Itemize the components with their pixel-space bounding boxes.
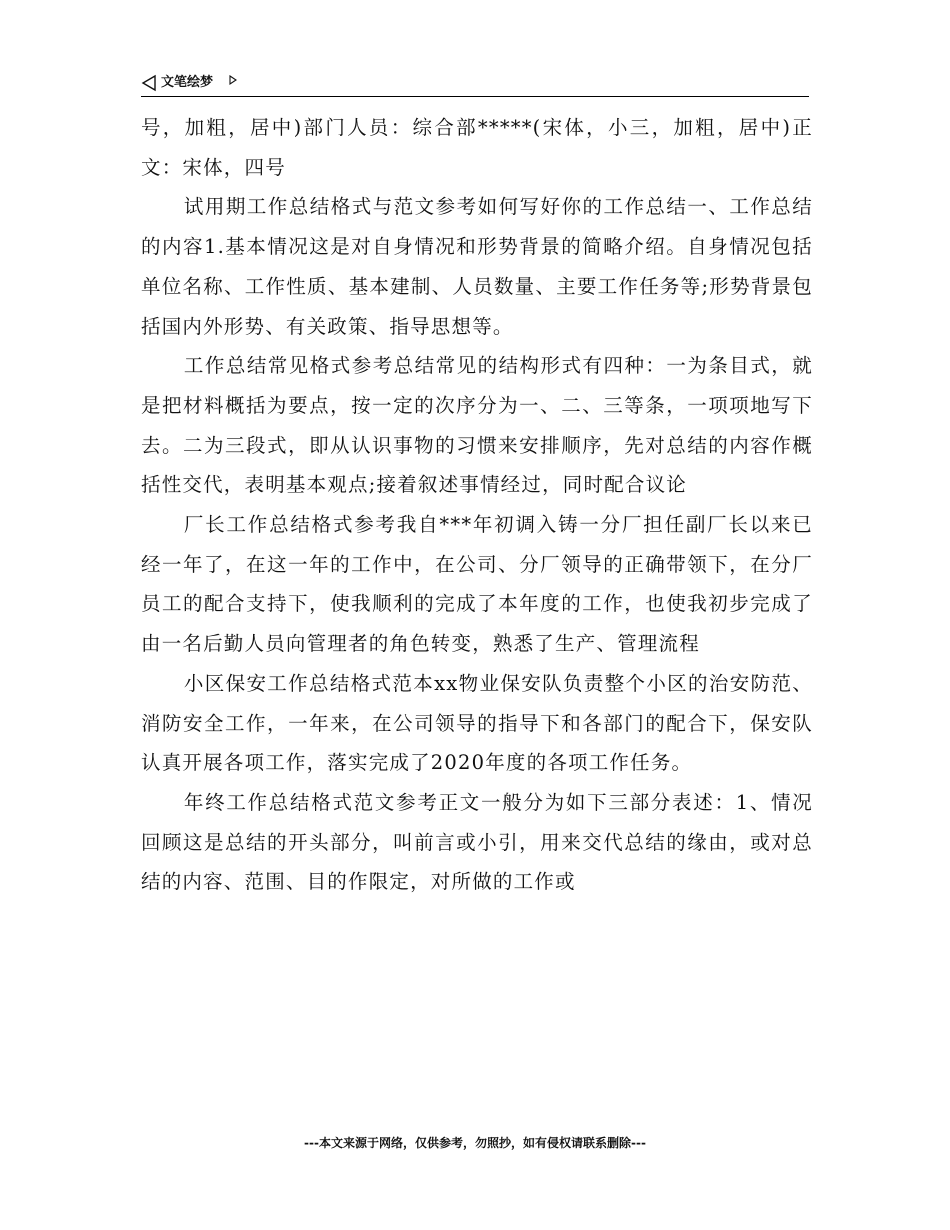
triangle-right-outline-icon [228, 73, 238, 87]
triangle-left-outline-icon [141, 74, 157, 92]
paragraph-factory-director: 厂长工作总结格式参考我自***年初调入铸一分厂担任副厂长以来已经一年了，在这一年的工作中，在公司、分厂领导的正确带领下，在分厂员工的配合支持下，使我顺利的完成了本年度的工作，也使我初步完成了由一名后勤人员向管理者的角色转变，熟悉了生产、管理流程 [141, 513, 813, 656]
paragraph-year-end-summary: 年终工作总结格式范文参考正文一般分为如下三部分表述：1、情况回顾这是总结的开头部分，叫前言或小引，用来交代总结的缘由，或对总结的内容、范围、目的作限定，对所做的工作或 [141, 790, 813, 894]
page-header [141, 72, 809, 97]
paragraph-continuation: 号，加粗，居中)部门人员：综合部*****(宋体，小三，加粗，居中)正文：宋体，四号 [141, 116, 813, 179]
document-body [141, 108, 813, 902]
paragraph-community-security: 小区保安工作总结格式范本xx物业保安队负责整个小区的治安防范、消防安全工作，一年来，在公司领导的指导下和各部门的配合下，保安队认真开展各项工作，落实完成了2020年度的各项工作任务。 [141, 671, 813, 775]
paragraph-probation-summary: 试用期工作总结格式与范文参考如何写好你的工作总结一、工作总结的内容1.基本情况这是对自身情况和形势背景的简略介绍。自身情况包括单位名称、工作性质、基本建制、人员数量、主要工作任务等;形势背景包括国内外形势、有关政策、指导思想等。 [141, 195, 813, 338]
header-brand: 文笔绘梦 [161, 75, 214, 90]
page-footer-disclaimer: ---本文来源于网络，仅供参考，勿照抄，如有侵权请联系删除--- [304, 1136, 646, 1150]
paragraph-common-format: 工作总结常见格式参考总结常见的结构形式有四种：一为条目式，就是把材料概括为要点，按一定的次序分为一、二、三等条，一项项地写下去。二为三段式，即从认识事物的习惯来安排顺序，先对总结的内容作概括性交代，表明基本观点;接着叙述事情经过，同时配合议论 [141, 354, 813, 497]
